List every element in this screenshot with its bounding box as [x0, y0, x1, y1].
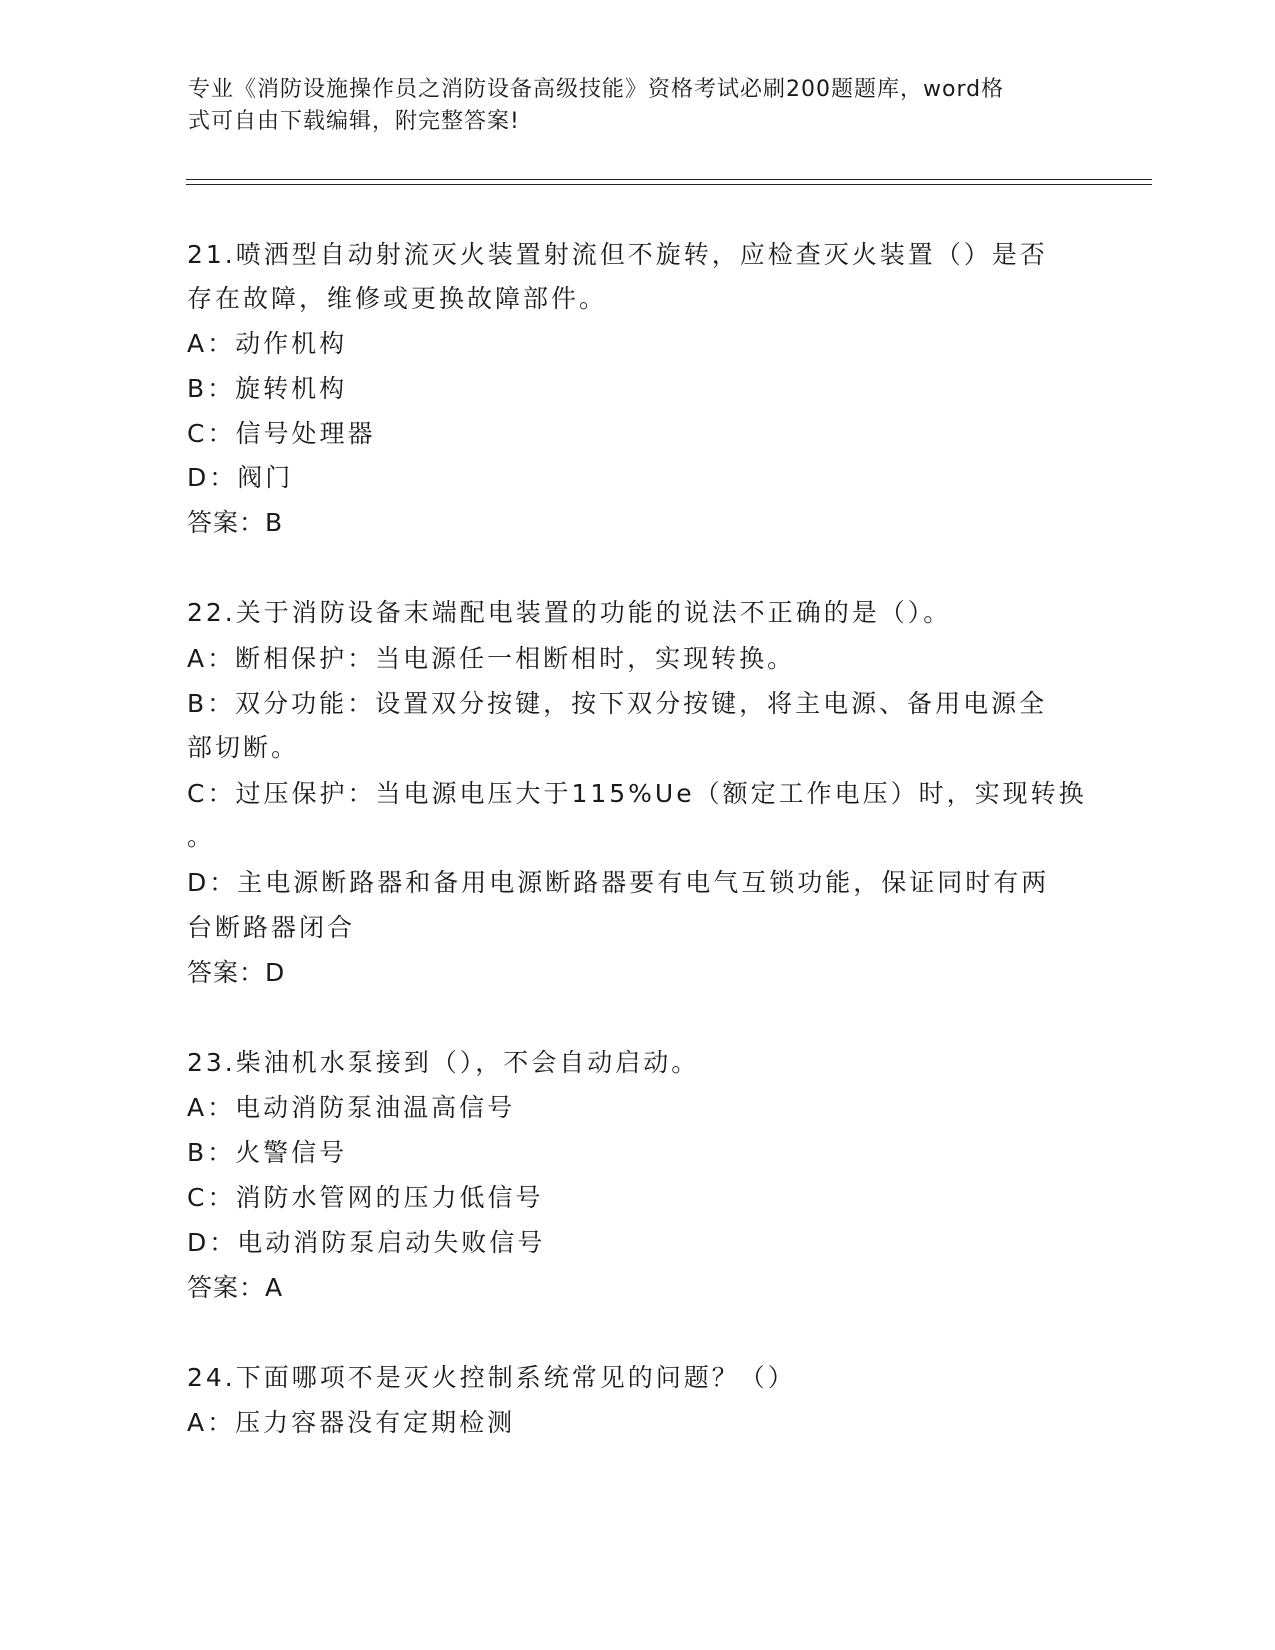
question-22-option-b-line-1: B：双分功能：设置双分按键，按下双分按键，将主电源、备用电源全 [187, 689, 1048, 718]
document-header [188, 74, 1068, 138]
question-24-option-a: A：压力容器没有定期检测 [187, 1408, 516, 1437]
question-22-answer: 答案：D [187, 958, 286, 987]
question-22-option-b-line-2: 部切断。 [187, 733, 300, 762]
question-21-option-c: C：信号处理器 [187, 419, 376, 448]
question-21-answer: 答案：B [187, 508, 284, 537]
question-22-stem: 22.关于消防设备末端配电装置的功能的说法不正确的是（）。 [187, 598, 952, 627]
header-line-2: 式可自由下载编辑，附完整答案! [188, 109, 520, 134]
question-23-option-b: B：火警信号 [187, 1138, 348, 1167]
question-23-stem: 23.柴油机水泵接到（），不会自动启动。 [187, 1048, 700, 1077]
header-line-1: 专业《消防设施操作员之消防设备高级技能》资格考试必刷200题题库，word格 [188, 77, 1005, 102]
question-22-option-a: A：断相保护：当电源任一相断相时，实现转换。 [187, 644, 796, 673]
question-23-answer: 答案：A [187, 1273, 284, 1302]
question-23-option-a: A：电动消防泵油温高信号 [187, 1093, 516, 1122]
question-24-stem: 24.下面哪项不是灭火控制系统常见的问题？（） [187, 1363, 796, 1392]
header-divider-bottom [186, 184, 1152, 185]
question-22-option-d-line-2: 台断路器闭合 [187, 913, 356, 942]
header-divider-top [186, 179, 1152, 180]
question-21-option-a: A：动作机构 [187, 329, 348, 358]
question-23-option-d: D：电动消防泵启动失败信号 [187, 1228, 546, 1257]
question-22-option-c-line-2: 。 [187, 822, 216, 851]
question-22-option-c-line-1: C：过压保护：当电源电压大于115%Ue（额定工作电压）时，实现转换 [187, 779, 1087, 808]
question-21-stem-line-1: 21.喷洒型自动射流灭火装置射流但不旋转，应检查灭火装置（）是否 [187, 240, 1048, 269]
question-21-option-b: B：旋转机构 [187, 374, 348, 403]
question-21-option-d: D：阀门 [187, 463, 294, 492]
question-22-option-d-line-1: D：主电源断路器和备用电源断路器要有电气互锁功能，保证同时有两 [187, 868, 1050, 897]
question-21-stem-line-2: 存在故障，维修或更换故障部件。 [187, 284, 608, 313]
question-23-option-c: C：消防水管网的压力低信号 [187, 1183, 544, 1212]
